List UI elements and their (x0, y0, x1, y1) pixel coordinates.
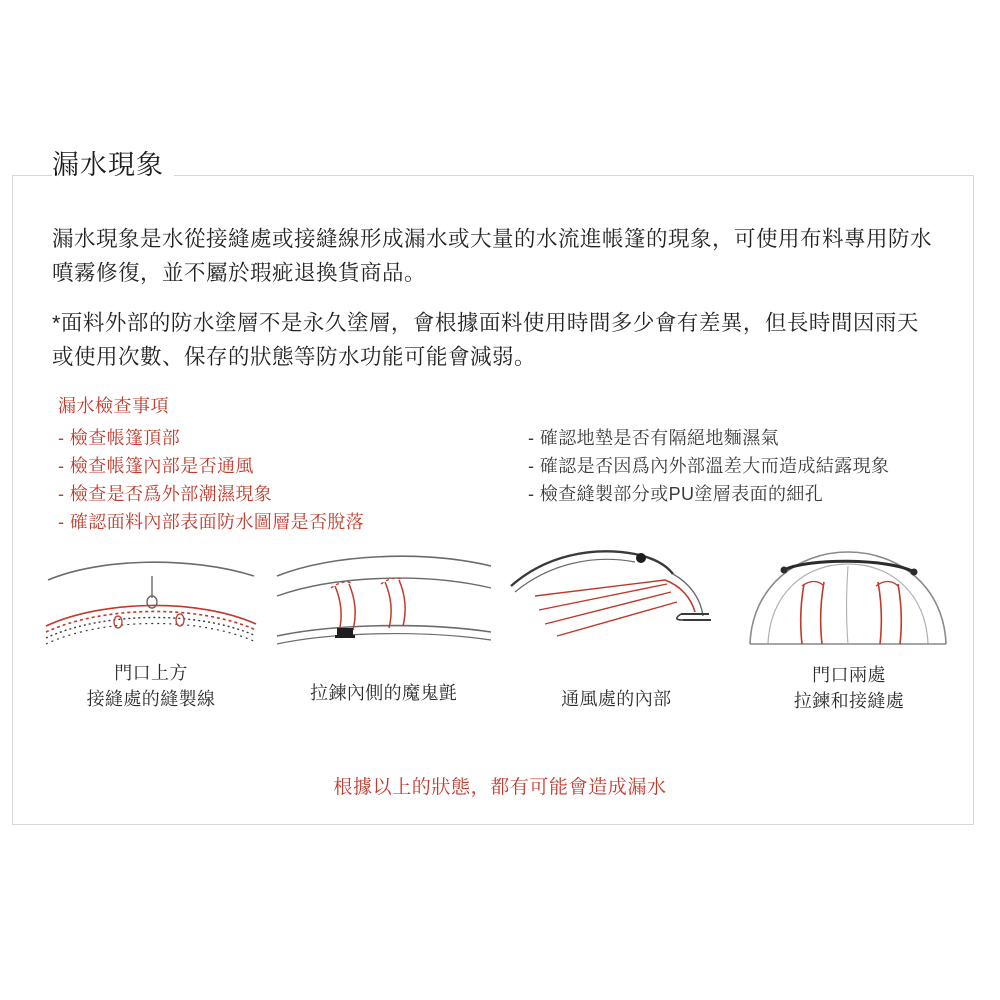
tent-vent-icon (505, 540, 727, 658)
checklist-item: - 確認面料內部表面防水圖層是否脫落 (58, 512, 365, 532)
figure-caption-line2: 拉鍊和接縫處 (793, 691, 905, 711)
figure-caption (40, 660, 262, 712)
checklist-item: - 檢查縫製部分或PU塗層表面的細孔 (528, 484, 824, 504)
figure-row (40, 540, 960, 714)
checklist-item: - 確認地墊是否有隔絕地麵濕氣 (528, 428, 779, 448)
paragraph-coating-note: *面料外部的防水塗層不是永久塗層，會根據面料使用時間多少會有差異，但長時間因雨天或使用次數、保存的狀態等防水功能可能會減弱。 (52, 311, 919, 369)
figure-caption (273, 680, 495, 706)
figure-caption-line1: 通風處的內部 (561, 689, 672, 709)
checklist-item: - 檢查帳篷內部是否通風 (58, 456, 254, 476)
checklist-block (58, 392, 958, 536)
footer-note: 根據以上的狀態，都有可能會造成漏水 (333, 777, 667, 798)
checklist-column-right (528, 424, 958, 536)
checklist-item: - 確認是否因爲內外部溫差大而造成結露現象 (528, 456, 890, 476)
figure-caption-line2: 接縫處的縫製線 (86, 689, 216, 709)
page-title: 漏水現象 (52, 148, 174, 182)
checklist-heading: 漏水檢查事項 (58, 396, 169, 416)
figure-caption-line1: 拉鍊內側的魔鬼氈 (310, 683, 458, 703)
tent-seam-line-icon (40, 540, 262, 658)
tent-door-zipper-icon (738, 540, 960, 658)
paragraph-leak-description: 漏水現象是水從接縫處或接縫線形成漏水或大量的水流進帳篷的現象，可使用布料專用防水噴霧修復，並不屬於瑕疵退換貨商品。 (52, 227, 933, 285)
figure-vent-inside (505, 540, 727, 714)
figure-caption (505, 686, 727, 712)
figure-caption-line1: 門口兩處 (812, 665, 886, 685)
checklist-item: - 檢查是否爲外部潮濕現象 (58, 484, 273, 504)
checklist-column-left (58, 424, 528, 536)
checklist-item: - 檢查帳篷頂部 (58, 428, 181, 448)
figure-caption-line1: 門口上方 (114, 663, 188, 683)
figure-zipper-velcro (273, 540, 495, 714)
figure-caption (738, 662, 960, 714)
zipper-velcro-icon (273, 540, 495, 658)
figure-tent-seam (40, 540, 262, 714)
figure-door-zipper (738, 540, 960, 714)
checklist-columns (58, 424, 958, 536)
